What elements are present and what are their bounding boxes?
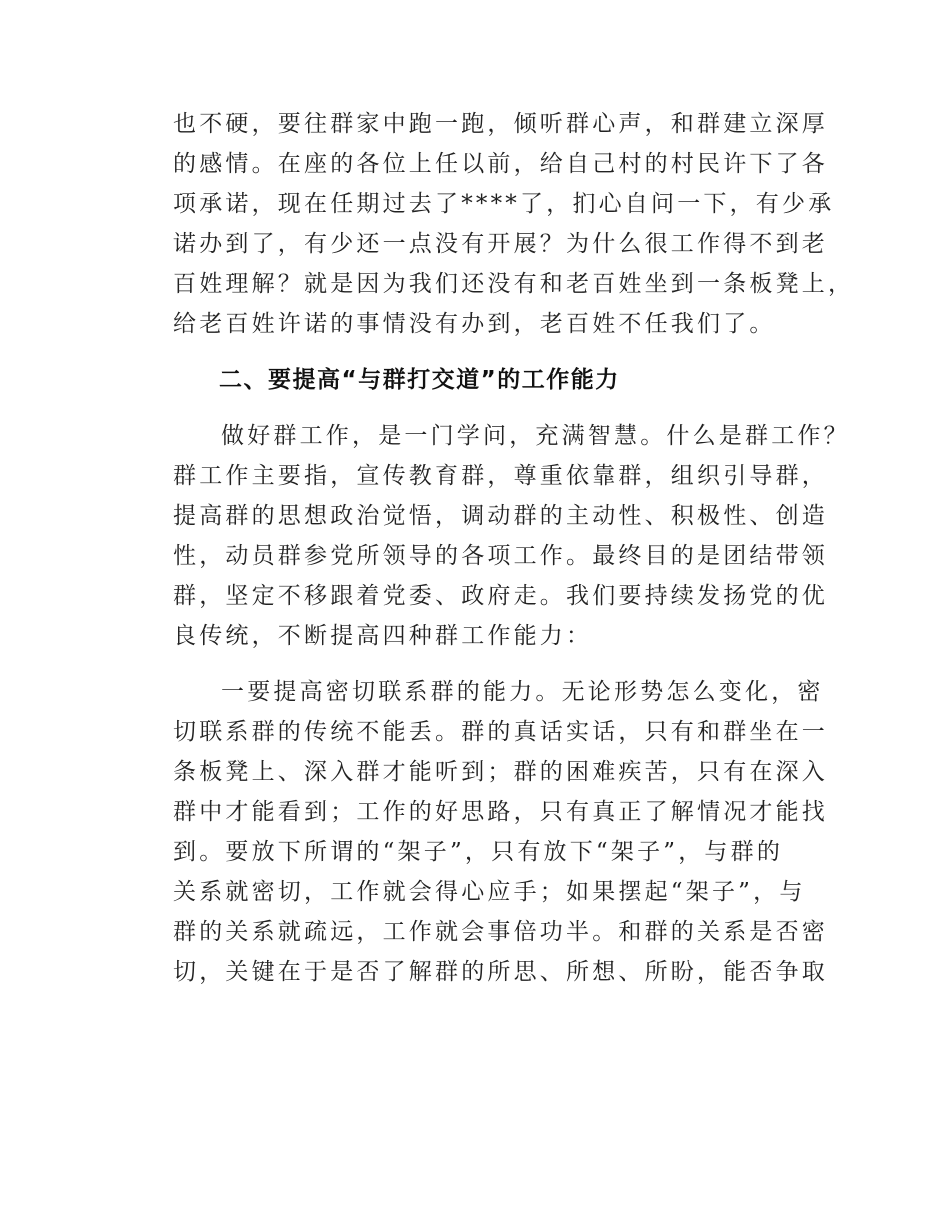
text-line: 切，关键在于是否了解群的所思、所想、所盼，能否争取: [173, 959, 828, 985]
text-line: 也不硬，要往群家中跑一跑，倾听群心声，和群建立深厚: [173, 111, 828, 137]
text-line: 一要提高密切联系群的能力。无论形势怎么变化，密: [221, 679, 824, 705]
text-line: 切联系群的传统不能丢。群的真话实话，只有和群坐在一: [173, 719, 828, 745]
text-line: 给老百姓许诺的事情没有办到，老百姓不任我们了。: [173, 311, 776, 337]
paragraph-3: [173, 672, 828, 992]
text-line: 良传统，不断提高四种群工作能力：: [173, 623, 593, 649]
paragraph-2: [173, 416, 850, 656]
text-line: 关系就密切，工作就会得心应手；如果摆起“架子”，与: [173, 879, 806, 905]
text-line: 性，动员群参党所领导的各项工作。最终目的是团结带领: [173, 543, 828, 569]
text-line: 群工作主要指，宣传教育群，尊重依靠群，组织引导群，: [173, 463, 828, 489]
text-line: 群，坚定不移跟着党委、政府走。我们要持续发扬党的优: [173, 583, 828, 609]
text-line: 项承诺，现在任期过去了****了，扪心自问一下，有少承: [173, 191, 835, 217]
text-line: 的感情。在座的各位上任以前，给自己村的村民许下了各: [173, 151, 828, 177]
text-line: 到。要放下所谓的“架子”，只有放下“架子”，与群的: [173, 839, 784, 865]
text-line: 百姓理解？就是因为我们还没有和老百姓坐到一条板凳上，: [173, 271, 855, 297]
section-heading: 二、要提高“与群打交道”的工作能力: [219, 367, 620, 393]
text-line: 条板凳上、深入群才能听到；群的困难疾苦，只有在深入: [173, 759, 828, 785]
text-line: 提高群的思想政治觉悟，调动群的主动性、积极性、创造: [173, 503, 828, 529]
text-line: 诺办到了，有少还一点没有开展？为什么很工作得不到老: [173, 231, 828, 257]
text-line: 做好群工作，是一门学问，充满智慧。什么是群工作？: [221, 423, 850, 449]
text-line: 群中才能看到；工作的好思路，只有真正了解情况才能找: [173, 799, 828, 825]
document-body: [173, 104, 855, 992]
text-line: 群的关系就疏远，工作就会事倍功半。和群的关系是否密: [173, 919, 828, 945]
paragraph-1: [173, 104, 855, 344]
